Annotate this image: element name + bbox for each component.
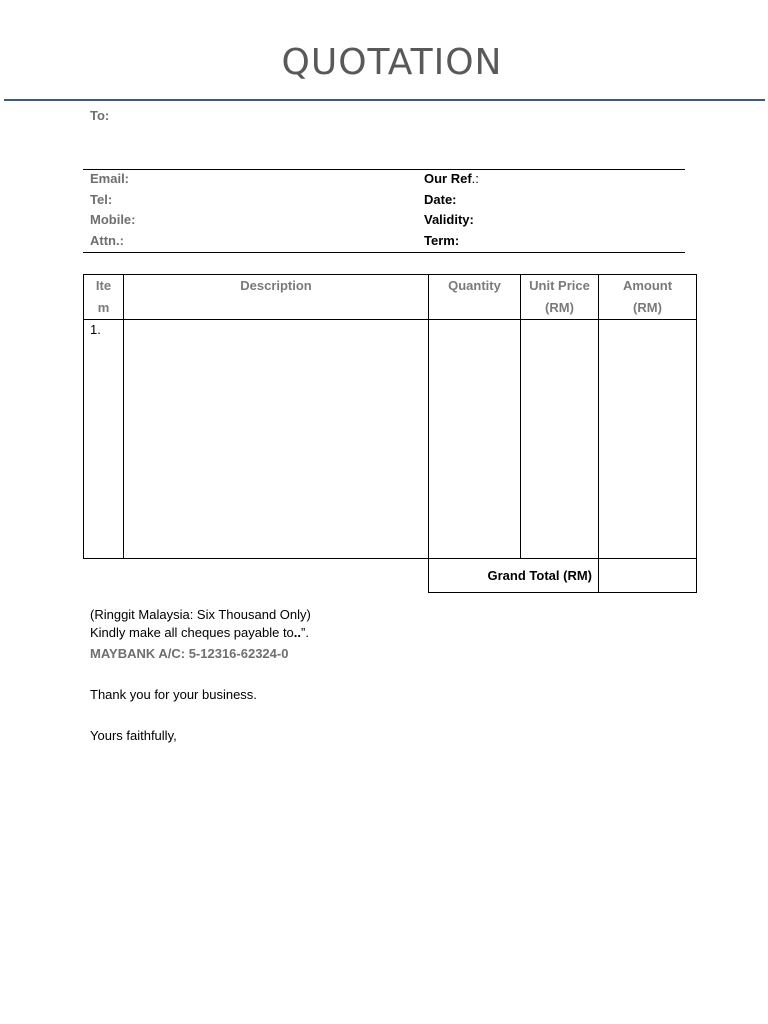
- header-amount-line1: Amount: [622, 278, 673, 293]
- validity-label: Validity:: [424, 212, 474, 227]
- header-unit-price: [521, 275, 599, 320]
- cheque-suffix: ”.: [301, 625, 309, 640]
- term-label: Term:: [424, 233, 460, 248]
- to-label: To:: [90, 108, 110, 123]
- our-ref-label-suffix: .:: [471, 171, 479, 186]
- our-ref-label: [424, 171, 479, 186]
- mobile-label: Mobile:: [90, 212, 136, 227]
- cell-unit-price: [521, 320, 599, 559]
- our-ref-label-bold: Our Ref: [424, 171, 472, 186]
- header-amount: [599, 275, 697, 320]
- tel-label: Tel:: [90, 192, 113, 207]
- document-title: QUOTATION: [281, 42, 503, 83]
- header-quantity: Quantity: [429, 275, 521, 320]
- cheque-instruction: [90, 625, 309, 640]
- header-item: [84, 275, 124, 320]
- info-top-border: [83, 169, 685, 170]
- item-number: 1.: [90, 322, 101, 337]
- header-unit-price-line2: (RM): [545, 300, 574, 315]
- amount-in-words: (Ringgit Malaysia: Six Thousand Only): [90, 607, 311, 622]
- header-item-line2: m: [97, 300, 110, 315]
- title-divider: [4, 99, 765, 101]
- cheque-dots: ..: [293, 625, 302, 640]
- bank-account: MAYBANK A/C: 5-12316-62324-0: [90, 646, 289, 661]
- closing-salutation: Yours faithfully,: [90, 728, 177, 743]
- cell-item: [84, 320, 124, 559]
- header-item-line1: Ite: [95, 278, 112, 293]
- items-table: [83, 274, 697, 593]
- table-header-row: [84, 275, 697, 320]
- header-unit-price-line1: Unit Price: [529, 278, 590, 293]
- table-row: [84, 320, 697, 559]
- date-label: Date:: [424, 192, 457, 207]
- email-label: Email:: [90, 171, 130, 186]
- grand-total-label: Grand Total (RM): [429, 559, 599, 593]
- header-description: Description: [124, 275, 429, 320]
- cell-amount: [599, 320, 697, 559]
- cheque-prefix: Kindly make all cheques payable to: [90, 625, 294, 640]
- attn-label: Attn.:: [90, 233, 124, 248]
- header-amount-line2: (RM): [633, 300, 662, 315]
- thank-you-note: Thank you for your business.: [90, 687, 257, 702]
- grand-total-value: [599, 559, 697, 593]
- cell-description: [124, 320, 429, 559]
- cell-quantity: [429, 320, 521, 559]
- grand-total-row: [84, 559, 697, 593]
- info-bottom-border: [83, 252, 685, 253]
